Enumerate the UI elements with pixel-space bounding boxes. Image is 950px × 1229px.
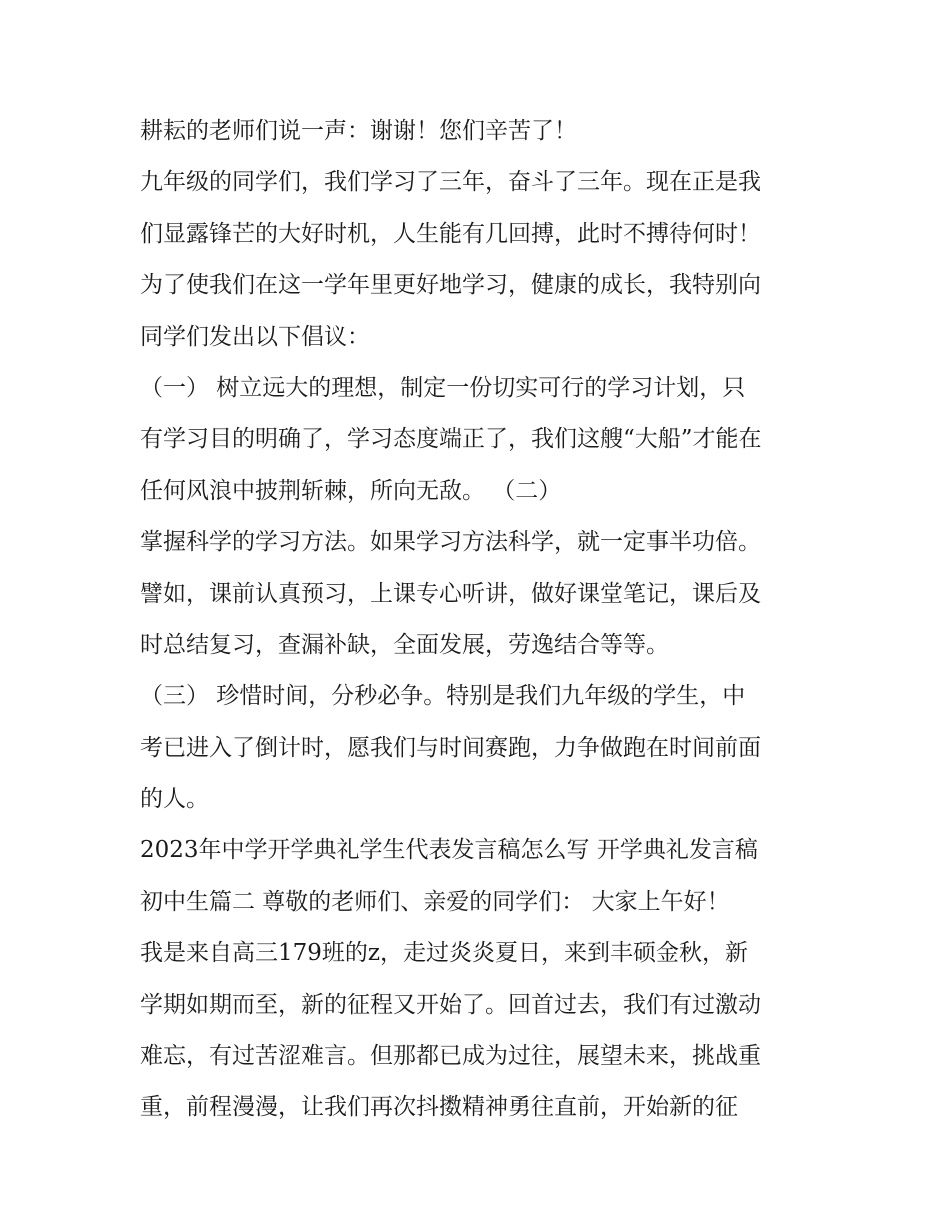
- text-line: 为了使我们在这一学年里更好地学习，健康的成长，我特别向: [140, 272, 761, 299]
- text-line: （三） 珍惜时间，分秒必争。特别是我们九年级的学生，中: [140, 683, 746, 710]
- text-line: 们显露锋芒的大好时机，人生能有几回搏，此时不搏待何时！: [140, 220, 761, 247]
- text-line: 任何风浪中披荆斩棘，所向无敌。 （二）: [140, 477, 562, 504]
- text-line: 有学习目的明确了，学习态度端正了，我们这艘“大船”才能在: [140, 426, 762, 453]
- text-line: 耕耘的老师们说一声：谢谢！您们辛苦了！: [140, 118, 577, 144]
- text-line: 掌握科学的学习方法。如果学习方法科学，就一定事半功倍。: [140, 529, 761, 556]
- text-line: 同学们发出以下倡议：: [140, 323, 370, 350]
- text-line: 考已进入了倒计时，愿我们与时间赛跑，力争做跑在时间前面: [140, 734, 761, 761]
- text-line: 譬如，课前认真预习，上课专心听讲，做好课堂笔记，课后及: [140, 580, 761, 607]
- text-line: 的人。: [140, 786, 209, 813]
- text-line: 初中生篇二 尊敬的老师们、亲爱的同学们： 大家上午好！: [140, 888, 730, 915]
- text-line: 学期如期而至，新的征程又开始了。回首过去，我们有过激动: [140, 991, 761, 1018]
- text-line: （一） 树立远大的理想，制定一份切实可行的学习计划，只: [140, 374, 746, 401]
- text-line: 九年级的同学们，我们学习了三年，奋斗了三年。现在正是我: [140, 169, 761, 196]
- text-line: 2023年中学开学典礼学生代表发言稿怎么写 开学典礼发言稿: [140, 837, 758, 864]
- document-body: [140, 106, 830, 1134]
- text-line: 难忘，有过苦涩难言。但那都已成为过往，展望未来，挑战重: [140, 1043, 761, 1070]
- text-line: 我是来自高三179班的z，走过炎炎夏日，来到丰硕金秋，新: [140, 940, 749, 967]
- text-line: 时总结复习，查漏补缺，全面发展，劳逸结合等等。: [140, 631, 669, 658]
- text-line: 重，前程漫漫，让我们再次抖擞精神勇往直前，开始新的征: [140, 1094, 738, 1121]
